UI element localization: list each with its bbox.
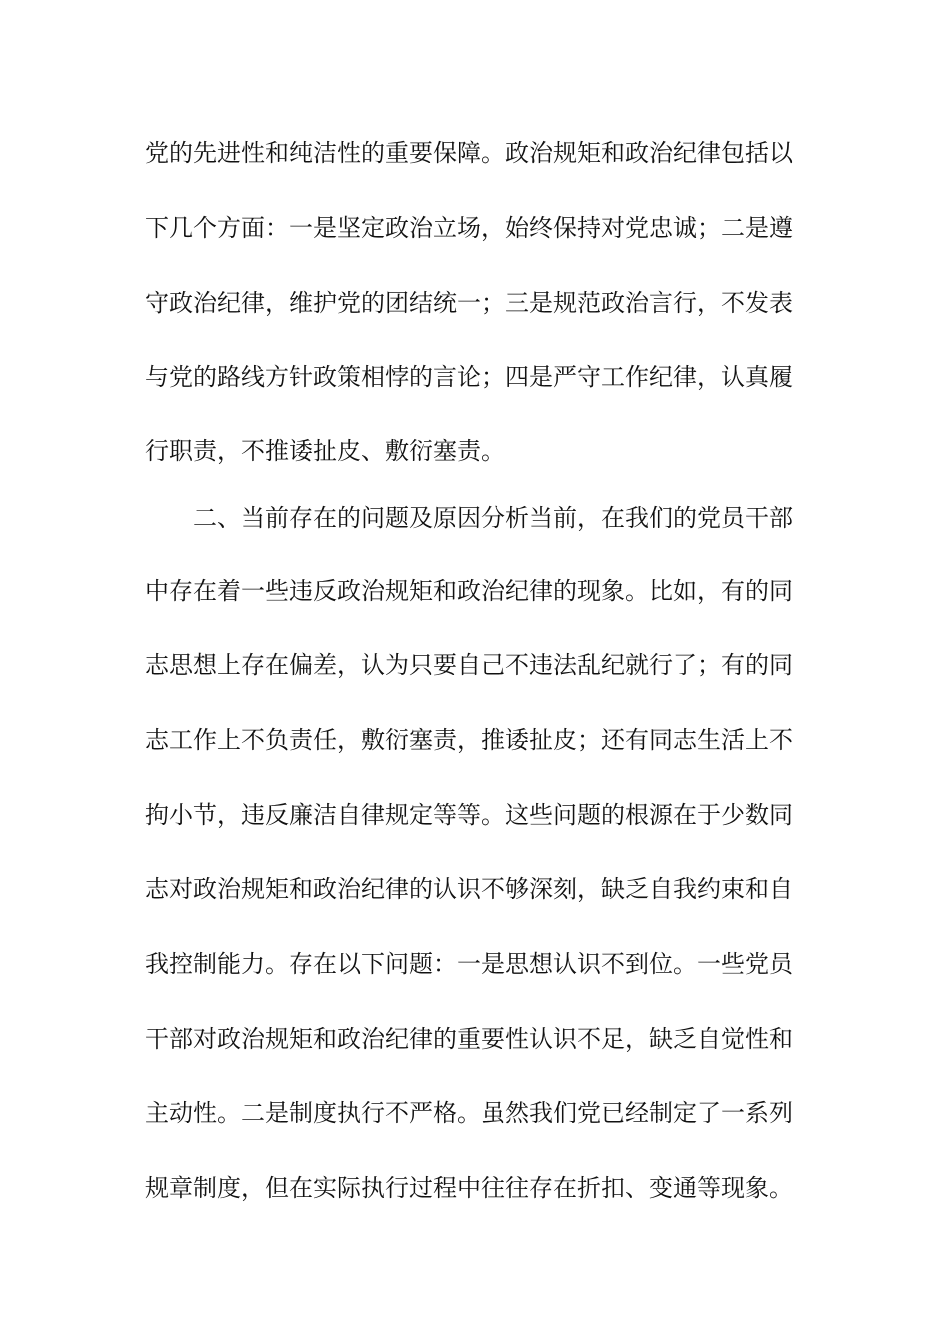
paragraph-1-line-2: 下几个方面：一是坚定政治立场，始终保持对党忠诚；二是遵 bbox=[145, 214, 793, 242]
paragraph-1-line-1: 党的先进性和纯洁性的重要保障。政治规矩和政治纪律包括以 bbox=[145, 139, 793, 167]
paragraph-2-line-4: 志工作上不负责任，敷衍塞责，推诿扯皮；还有同志生活上不 bbox=[145, 726, 793, 754]
paragraph-2-line-6: 志对政治规矩和政治纪律的认识不够深刻，缺乏自我约束和自 bbox=[145, 875, 793, 903]
paragraph-2-line-3: 志思想上存在偏差，认为只要自己不违法乱纪就行了；有的同 bbox=[145, 651, 793, 679]
paragraph-2-line-7: 我控制能力。存在以下问题：一是思想认识不到位。一些党员 bbox=[145, 950, 793, 978]
paragraph-1-line-5: 行职责，不推诿扯皮、敷衍塞责。 bbox=[145, 437, 505, 465]
paragraph-2-line-9: 主动性。二是制度执行不严格。虽然我们党已经制定了一系列 bbox=[145, 1099, 793, 1127]
paragraph-2-line-10: 规章制度，但在实际执行过程中往往存在折扣、变通等现象。 bbox=[145, 1174, 793, 1202]
paragraph-1-line-3: 守政治纪律，维护党的团结统一；三是规范政治言行，不发表 bbox=[145, 289, 793, 317]
paragraph-2-line-2: 中存在着一些违反政治规矩和政治纪律的现象。比如，有的同 bbox=[145, 577, 793, 605]
paragraph-1-line-4: 与党的路线方针政策相悖的言论；四是严守工作纪律，认真履 bbox=[145, 363, 793, 391]
paragraph-2-line-1: 二、当前存在的问题及原因分析当前，在我们的党员干部 bbox=[145, 504, 793, 532]
paragraph-2-line-8: 干部对政治规矩和政治纪律的重要性认识不足，缺乏自觉性和 bbox=[145, 1025, 793, 1053]
paragraph-2-line-5: 拘小节，违反廉洁自律规定等等。这些问题的根源在于少数同 bbox=[145, 801, 793, 829]
